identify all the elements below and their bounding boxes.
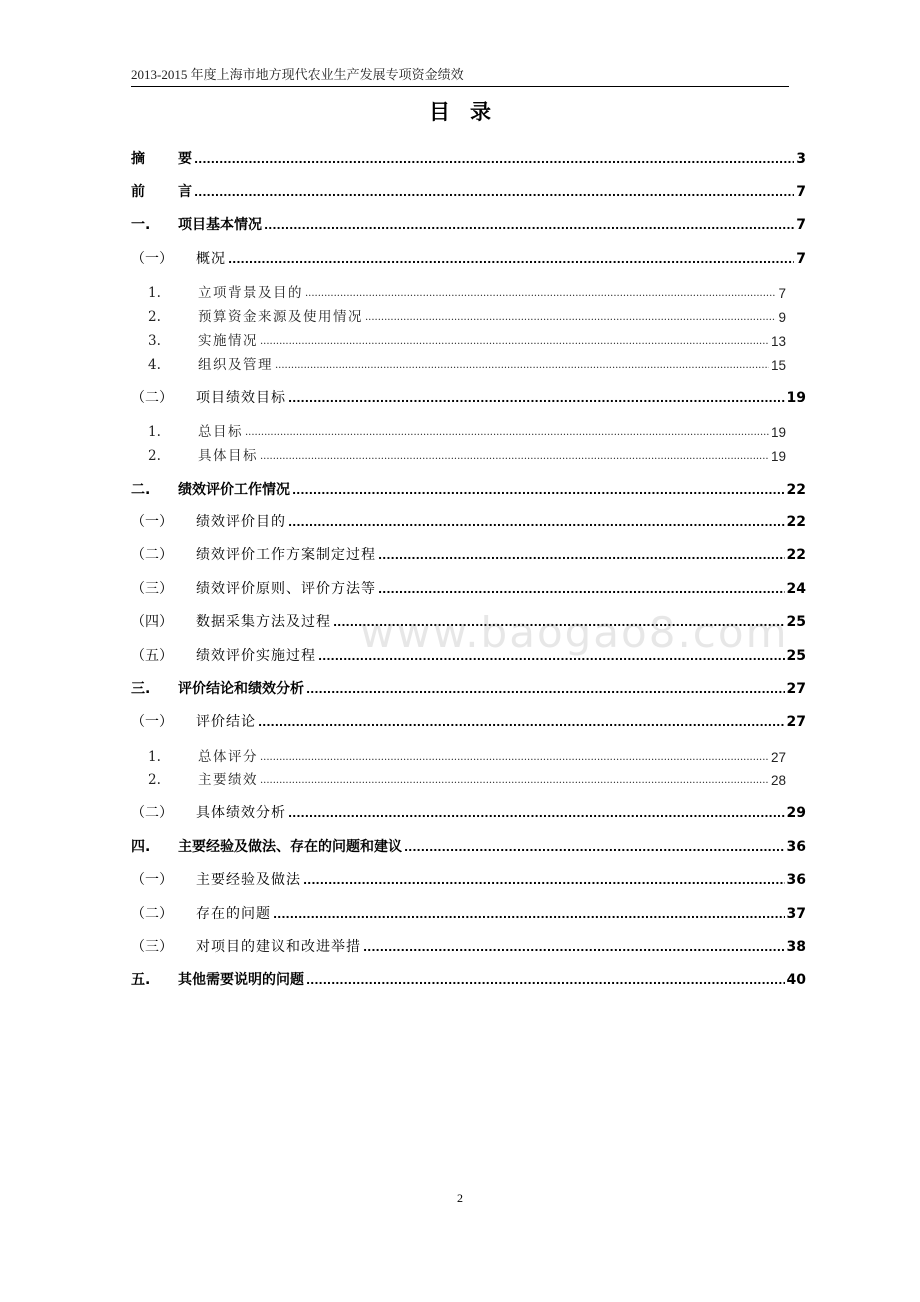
toc-entry-section-1[interactable]: [131, 213, 806, 235]
toc-entry-section-4[interactable]: [131, 835, 806, 857]
toc-entry-subsection[interactable]: [131, 902, 806, 924]
toc-entry-page: 27: [786, 681, 806, 697]
toc-dot-leader: [245, 424, 769, 442]
toc-entry-subsection[interactable]: [131, 247, 806, 269]
toc-dot-leader: [363, 939, 785, 957]
running-header-text: 2013-2015 年度上海市地方现代农业生产发展专项资金绩效: [131, 67, 464, 82]
toc-dot-leader: [264, 217, 794, 235]
toc-dot-leader: [303, 872, 785, 890]
toc-entry-subsection[interactable]: [131, 644, 806, 666]
toc-entry-label: 总体评分: [198, 749, 258, 765]
toc-entry-label: 项目基本情况: [178, 217, 262, 233]
toc-entry-section-3[interactable]: [131, 677, 806, 699]
toc-entry-label: 项目绩效目标: [196, 390, 286, 406]
toc-entry-number: 一.: [131, 217, 151, 233]
toc-entry-label: 实施情况: [198, 333, 258, 349]
page-number: 2: [457, 1191, 463, 1205]
toc-entry-label: 要: [178, 151, 192, 167]
toc-entry-number: 摘: [131, 151, 145, 167]
toc-entry-number: （四）: [131, 614, 173, 630]
toc-entry-page: 22: [786, 547, 806, 563]
toc-dot-leader: [292, 482, 785, 500]
running-header: [131, 66, 789, 87]
toc-entry-label: 绩效评价原则、评价方法等: [196, 581, 376, 597]
toc-entry-number: （一）: [131, 514, 173, 530]
toc-title: 目录: [429, 100, 511, 124]
toc-entry-item[interactable]: [131, 444, 786, 466]
toc-entry-label: 存在的问题: [196, 906, 271, 922]
toc-entry-number: 五.: [131, 972, 151, 988]
toc-dot-leader: [333, 614, 785, 632]
toc-entry-page: 7: [778, 286, 786, 301]
toc-entry-section-2[interactable]: [131, 478, 806, 500]
toc-dot-leader: [258, 714, 785, 732]
toc-entry-page: 9: [778, 310, 786, 325]
toc-dot-leader: [378, 581, 785, 599]
toc-dot-leader: [260, 749, 769, 767]
toc-entry-subsection[interactable]: [131, 710, 806, 732]
toc-dot-leader: [194, 151, 794, 169]
toc-entry-item[interactable]: [131, 353, 786, 375]
toc-entry-page: 25: [786, 648, 806, 664]
toc-entry-subsection[interactable]: [131, 543, 806, 565]
toc-entry-label: 其他需要说明的问题: [178, 972, 304, 988]
toc-dot-leader: [378, 547, 785, 565]
toc-dot-leader: [288, 390, 785, 408]
toc-entry-label: 绩效评价实施过程: [196, 648, 316, 664]
toc-entry-number: 三.: [131, 681, 151, 697]
toc-entry-page: 7: [796, 217, 806, 233]
toc-entry-label: 主要经验及做法、存在的问题和建议: [178, 839, 402, 855]
toc-entry-number: （三）: [131, 939, 173, 955]
toc-entry-number: （一）: [131, 872, 173, 888]
toc-entry-page: 7: [796, 251, 806, 267]
toc-entry-label: 立项背景及目的: [198, 285, 303, 301]
toc-entry-page: 19: [786, 390, 806, 406]
toc-entry-page: 37: [786, 906, 806, 922]
toc-entry-subsection[interactable]: [131, 801, 806, 823]
toc-entry-number: 2.: [148, 772, 161, 788]
toc-entry-number: 1.: [148, 285, 161, 301]
toc-dot-leader: [228, 251, 794, 269]
toc-entry-page: 28: [770, 773, 786, 788]
toc-entry-page: 13: [770, 334, 786, 349]
toc-entry-item[interactable]: [131, 329, 786, 351]
toc-entry-label: 言: [178, 184, 192, 200]
toc-dot-leader: [404, 839, 785, 857]
toc-dot-leader: [288, 805, 785, 823]
toc-dot-leader: [275, 357, 769, 375]
toc-entry-subsection[interactable]: [131, 577, 806, 599]
toc-entry-subsection[interactable]: [131, 386, 806, 408]
toc-entry-number: （二）: [131, 390, 173, 406]
toc-entry-label: 绩效评价工作情况: [178, 482, 290, 498]
toc-entry-page: 22: [786, 514, 806, 530]
toc-entry-number: 2.: [148, 309, 161, 325]
toc-entry-label: 评价结论: [196, 714, 256, 730]
toc-entry-item[interactable]: [131, 305, 786, 327]
toc-entry-number: （三）: [131, 581, 173, 597]
toc-entry-page: 15: [770, 358, 786, 373]
toc-dot-leader: [306, 972, 785, 990]
toc-entry-page: 27: [770, 750, 786, 765]
toc-entry-label: 数据采集方法及过程: [196, 614, 331, 630]
toc-entry-label: 具体目标: [198, 448, 258, 464]
toc-entry-number: 四.: [131, 839, 151, 855]
toc-entry-item[interactable]: [131, 420, 786, 442]
toc-entry-page: 22: [786, 482, 806, 498]
toc-entry-number: 二.: [131, 482, 151, 498]
toc-entry-item[interactable]: [131, 281, 786, 303]
toc-entry-number: 1.: [148, 749, 161, 765]
toc-entry-label: 组织及管理: [198, 357, 273, 373]
toc-entry-number: （一）: [131, 251, 173, 267]
toc-entry-item[interactable]: [131, 768, 786, 790]
toc-entry-page: 36: [786, 839, 806, 855]
toc-entry-label: 对项目的建议和改进举措: [196, 939, 361, 955]
toc-entry-section-5[interactable]: [131, 968, 806, 990]
watermark: www.baogao8.com: [360, 608, 789, 657]
toc-dot-leader: [194, 184, 794, 202]
toc-dot-leader: [260, 772, 769, 790]
toc-entry-page: 25: [786, 614, 806, 630]
toc-dot-leader: [305, 285, 776, 303]
toc-entry-subsection[interactable]: [131, 935, 806, 957]
toc-entry-label: 概况: [196, 251, 226, 267]
toc-entry-label: 绩效评价工作方案制定过程: [196, 547, 376, 563]
toc-entry-number: （二）: [131, 805, 173, 821]
toc-entry-number: 前: [131, 184, 145, 200]
toc-entry-label: 主要经验及做法: [196, 872, 301, 888]
toc-entry-item[interactable]: [131, 745, 786, 767]
toc-entry-page: 19: [770, 425, 786, 440]
toc-entry-page: 3: [796, 151, 806, 167]
toc-entry-page: 24: [786, 581, 806, 597]
toc-dot-leader: [306, 681, 785, 699]
toc-entry-label: 具体绩效分析: [196, 805, 286, 821]
toc-dot-leader: [260, 333, 769, 351]
toc-dot-leader: [260, 448, 769, 466]
toc-entry-label: 总目标: [198, 424, 243, 440]
toc-entry-page: 7: [796, 184, 806, 200]
toc-entry-label: 绩效评价目的: [196, 514, 286, 530]
toc-entry-number: 3.: [148, 333, 161, 349]
toc-dot-leader: [288, 514, 785, 532]
toc-entry-page: 36: [786, 872, 806, 888]
toc-entry-number: 1.: [148, 424, 161, 440]
toc-entry-page: 29: [786, 805, 806, 821]
toc-entry-preface[interactable]: [131, 180, 806, 202]
toc-entry-label: 预算资金来源及使用情况: [198, 309, 363, 325]
toc-entry-page: 27: [786, 714, 806, 730]
toc-entry-abstract[interactable]: [131, 147, 806, 169]
toc-entry-number: （二）: [131, 906, 173, 922]
toc-entry-page: 40: [786, 972, 806, 988]
toc-entry-number: （五）: [131, 648, 173, 664]
toc-entry-subsection[interactable]: [131, 510, 806, 532]
toc-entry-number: （二）: [131, 547, 173, 563]
toc-entry-number: 2.: [148, 448, 161, 464]
toc-dot-leader: [273, 906, 785, 924]
toc-entry-number: （一）: [131, 714, 173, 730]
toc-entry-subsection[interactable]: [131, 610, 806, 632]
toc-dot-leader: [365, 309, 776, 327]
toc-entry-page: 19: [770, 449, 786, 464]
toc-entry-subsection[interactable]: [131, 868, 806, 890]
toc-dot-leader: [318, 648, 785, 666]
toc-entry-label: 主要绩效: [198, 772, 258, 788]
toc-entry-page: 38: [786, 939, 806, 955]
toc-entry-label: 评价结论和绩效分析: [178, 681, 304, 697]
toc-entry-number: 4.: [148, 357, 161, 373]
